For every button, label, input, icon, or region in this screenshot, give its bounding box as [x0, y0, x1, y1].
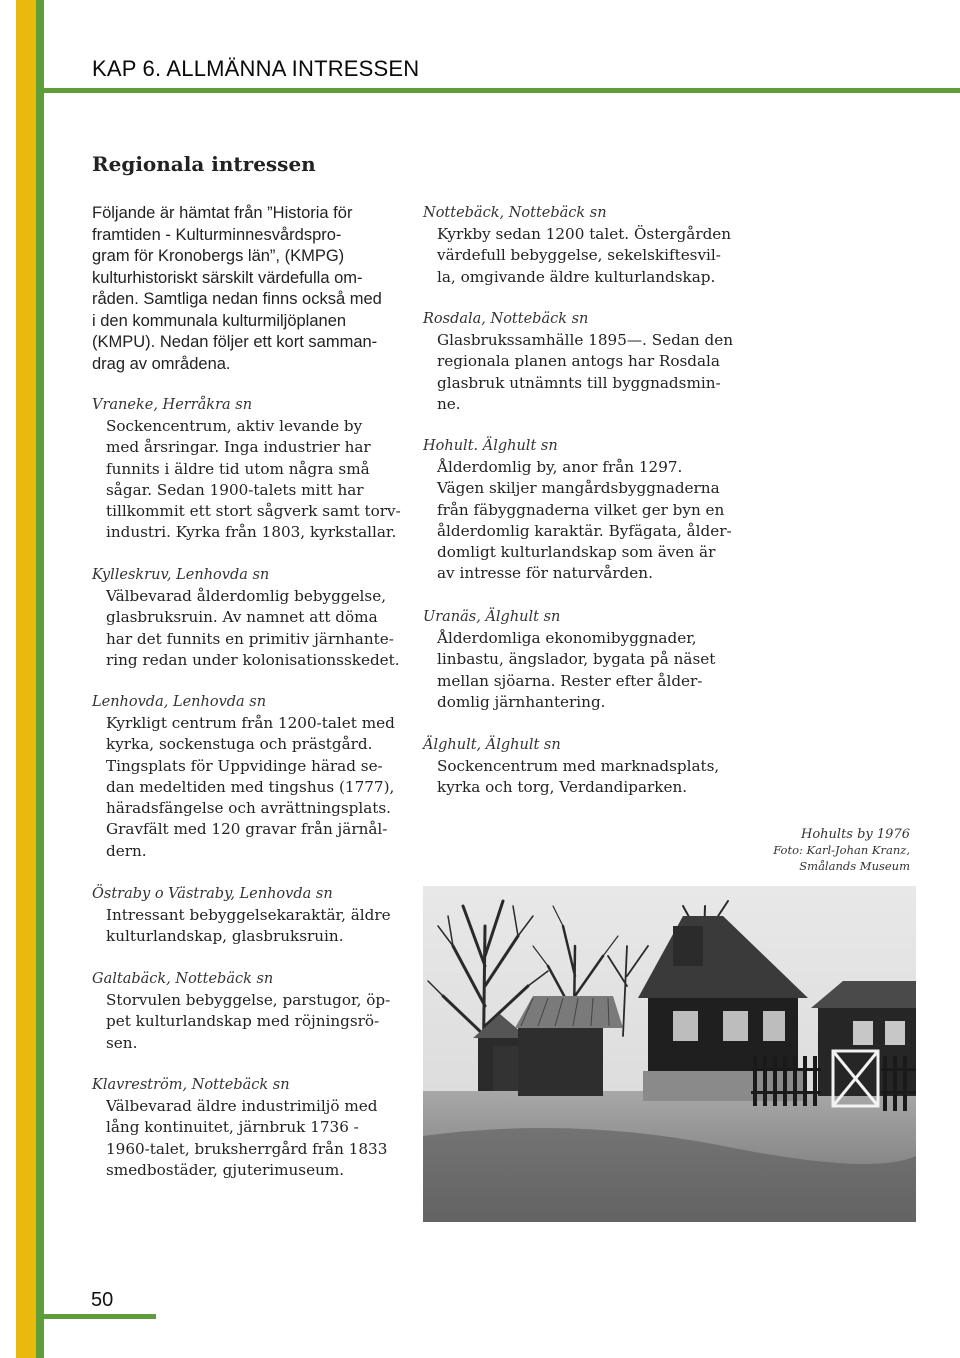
entry-alghult — [423, 735, 719, 799]
entry-line: lång kontinuitet, järnbruk 1736 - — [106, 1118, 359, 1137]
entry-line: glasbruksruin. Av namnet att döma — [106, 608, 378, 627]
entry-uranas — [423, 607, 715, 713]
entry-title: Hohult. Älghult sn — [423, 438, 558, 454]
entry-body — [423, 628, 715, 713]
entry-line: Kyrkby sedan 1200 talet. Östergården — [437, 225, 732, 243]
entry-line: regionala planen antogs har Rosdala — [437, 352, 720, 371]
entry-line: Gravfält med 120 gravar från järnål- — [106, 820, 388, 839]
entry-line: ålderdomlig karaktär. Byfägata, ålder- — [437, 521, 732, 540]
entry-body — [423, 330, 733, 415]
entry-rosdala — [423, 309, 733, 415]
entry-line: med årsringar. Inga industrier har — [106, 438, 371, 457]
entry-line: Sockencentrum med marknadsplats, — [437, 757, 720, 775]
intro-line: Följande är hämtat från ”Historia för — [92, 204, 353, 222]
entry-kylleskruv — [92, 565, 400, 671]
entry-body — [423, 457, 732, 585]
entry-line: pet kulturlandskap med röjningsrö- — [106, 1012, 380, 1031]
entry-line: dan medeltiden med tingshus (1777), — [106, 777, 395, 796]
entry-line: Välbevarad äldre industrimiljö med — [106, 1097, 378, 1115]
entry-galtaback — [92, 969, 390, 1054]
entry-notteback — [423, 203, 731, 288]
entry-vraneke — [92, 395, 401, 544]
entry-body — [92, 416, 401, 544]
entry-line: Glasbrukssamhälle 1895—. Sedan den — [437, 331, 733, 349]
entry-line: 1960-talet, bruksherrgård från 1833 — [106, 1139, 388, 1158]
entry-line: har det funnits en primitiv järnhante- — [106, 629, 394, 648]
intro-line: drag av områdena. — [92, 354, 231, 373]
entry-title: Galtabäck, Nottebäck sn — [92, 971, 274, 987]
entry-line: kyrka, sockenstuga och prästgård. — [106, 735, 373, 754]
entry-line: la, omgivande äldre kulturlandskap. — [437, 267, 716, 286]
entry-body — [92, 905, 391, 948]
entry-line: glasbruk utnämnts till byggnadsmin- — [437, 373, 721, 392]
section-title: Regionala intressen — [92, 152, 316, 176]
entry-title: Vraneke, Herråkra sn — [92, 397, 253, 413]
margin-bar-green — [36, 0, 44, 1358]
caption-credit: Foto: Karl-Johan Kranz, — [773, 843, 910, 857]
entry-line: ring redan under kolonisationsskedet. — [106, 650, 400, 669]
entry-title: Klavreström, Nottebäck sn — [92, 1077, 290, 1093]
entry-ostraby — [92, 884, 391, 948]
entry-title: Kylleskruv, Lenhovda sn — [92, 567, 270, 583]
caption-source: Smålands Museum — [799, 858, 910, 873]
entry-line: sen. — [106, 1033, 138, 1052]
entry-line: av intresse för naturvården. — [437, 564, 653, 583]
intro-line: råden. Samtliga nedan finns också med — [92, 290, 382, 308]
entry-line: värdefull bebyggelse, sekelskiftesvil- — [437, 246, 721, 265]
entry-line: Ålderdomlig by, anor från 1297. — [437, 458, 683, 476]
village-photo-illustration — [423, 886, 916, 1222]
intro-line: framtiden - Kulturminnesvårdspro- — [92, 225, 342, 244]
photo-caption — [773, 826, 910, 874]
entry-line: sågar. Sedan 1900-talets mitt har — [106, 480, 364, 499]
intro-line: i den kommunala kulturmiljöplanen — [92, 311, 347, 330]
entry-title: Älghult, Älghult sn — [423, 737, 561, 753]
entry-line: domligt kulturlandskap som även är — [437, 543, 716, 562]
intro-paragraph — [92, 203, 412, 375]
chapter-heading: KAP 6. ALLMÄNNA INTRESSEN — [92, 56, 420, 81]
entry-line: linbastu, ängslador, bygata på näset — [437, 650, 716, 669]
entry-line: funnits i äldre tid utom några små — [106, 459, 370, 478]
entry-body — [92, 990, 390, 1054]
entry-line: tillkommit ett stort sågverk samt torv- — [106, 502, 401, 521]
entry-title: Lenhovda, Lenhovda sn — [92, 694, 267, 710]
entry-line: dern. — [106, 841, 147, 860]
entry-line: mellan sjöarna. Rester efter ålder- — [437, 671, 703, 690]
entry-title: Rosdala, Nottebäck sn — [423, 311, 589, 327]
entry-line: häradsfängelse och avrättningsplats. — [106, 799, 392, 818]
village-photo — [423, 886, 916, 1222]
header-rule — [44, 88, 960, 93]
entry-body — [423, 224, 731, 288]
entry-body — [423, 756, 719, 799]
entry-line: ne. — [437, 394, 461, 413]
entry-line: Storvulen bebyggelse, parstugor, öp- — [106, 991, 391, 1009]
entry-title: Uranäs, Älghult sn — [423, 609, 561, 625]
entry-lenhovda — [92, 692, 395, 862]
entry-line: Intressant bebyggelsekaraktär, äldre — [106, 906, 391, 924]
entry-line: Ålderdomliga ekonomibyggnader, — [437, 629, 697, 647]
entry-line: kulturlandskap, glasbruksruin. — [106, 927, 344, 946]
intro-line: kulturhistoriskt särskilt värdefulla om- — [92, 268, 363, 287]
intro-line: gram för Kronobergs län”, (KMPG) — [92, 247, 345, 265]
entry-hohult — [423, 436, 732, 585]
entry-title: Östraby o Västraby, Lenhovda sn — [92, 886, 333, 902]
entry-line: Vägen skiljer mangårdsbyggnaderna — [437, 479, 720, 498]
intro-line: (KMPU). Nedan följer ett kort samman- — [92, 333, 378, 351]
entry-body — [92, 586, 400, 671]
entry-line: kyrka och torg, Verdandiparken. — [437, 778, 688, 797]
entry-title: Nottebäck, Nottebäck sn — [423, 205, 607, 221]
entry-line: Kyrkligt centrum från 1200-talet med — [106, 714, 395, 732]
entry-line: domlig järnhantering. — [437, 692, 606, 711]
footer-rule — [44, 1314, 156, 1319]
entry-line: Välbevarad ålderdomlig bebyggelse, — [106, 587, 387, 605]
page-number: 50 — [91, 1289, 114, 1311]
entry-line: industri. Kyrka från 1803, kyrkstallar. — [106, 523, 397, 542]
entry-klavrestrom — [92, 1075, 387, 1181]
entry-line: smedbostäder, gjuterimuseum. — [106, 1160, 345, 1179]
entry-body — [92, 1096, 387, 1181]
caption-title: Hohults by 1976 — [801, 827, 910, 842]
entry-line: Sockencentrum, aktiv levande by — [106, 417, 363, 435]
entry-line: från fäbyggnaderna vilket ger byn en — [437, 500, 725, 519]
entry-body — [92, 713, 395, 862]
entry-line: Tingsplats för Uppvidinge härad se- — [106, 756, 383, 775]
margin-bar-yellow — [16, 0, 36, 1358]
